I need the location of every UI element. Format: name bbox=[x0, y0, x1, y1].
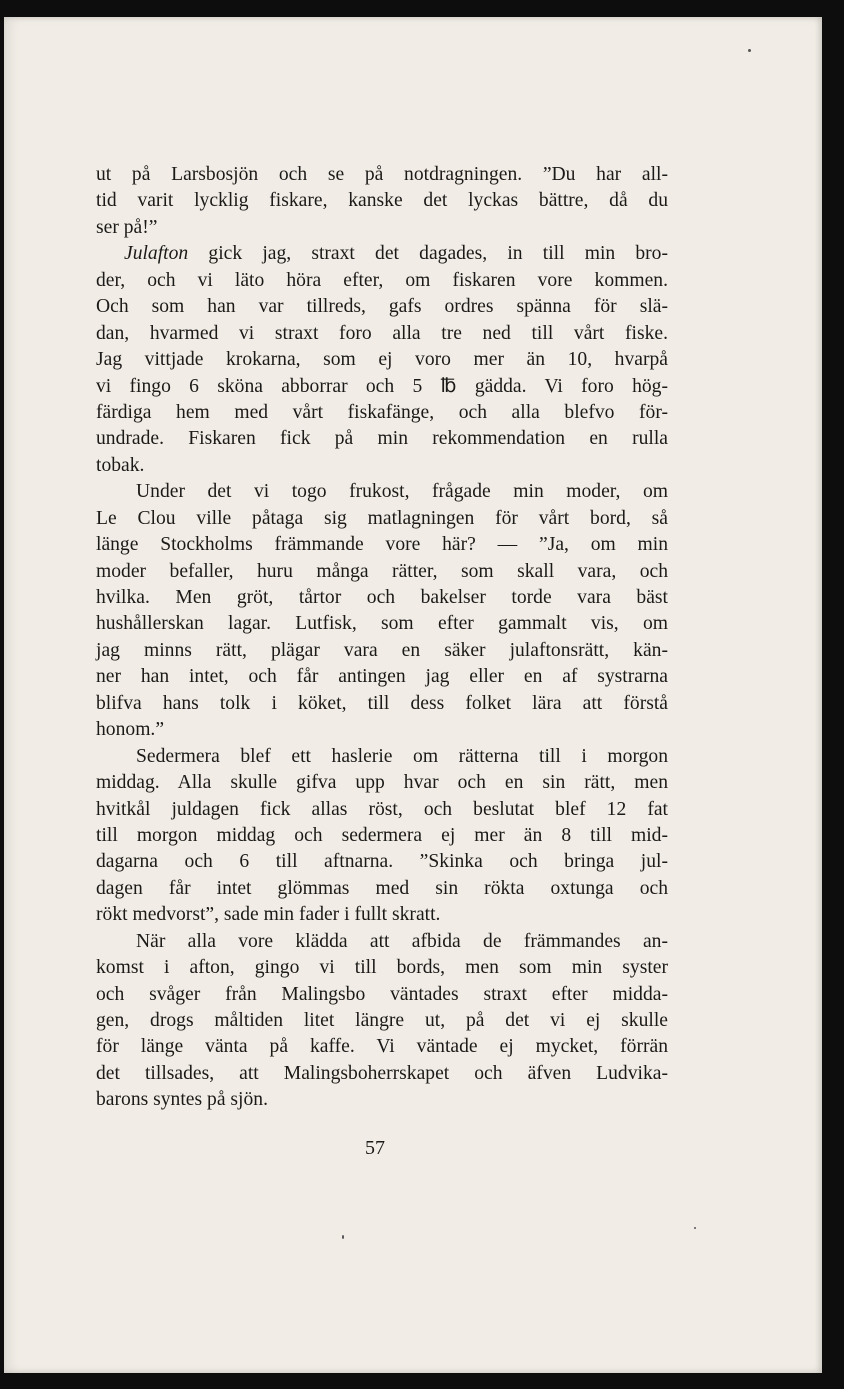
text-line: färdiga hem med vårt fiskafänge, och alla blefvo för- bbox=[96, 401, 668, 423]
text-line: komst i afton, gingo vi till bords, men som min syster bbox=[96, 957, 668, 979]
text-line: ner han intet, och får antingen jag eller en af systrarna bbox=[96, 666, 668, 688]
text-line: hvitkål juldagen fick allas röst, och beslutat blef 12 fat bbox=[96, 798, 668, 820]
text-line: jag minns rätt, plägar vara en säker julaftonsrätt, kän- bbox=[96, 639, 668, 661]
text-line: dagarna och 6 till aftnarna. ”Skinka och bringa jul- bbox=[96, 851, 668, 873]
book-page bbox=[4, 17, 822, 1373]
text-line: Jag vittjade krokarna, som ej voro mer än 10, hvarpå bbox=[96, 349, 668, 371]
text-line: honom.” bbox=[96, 719, 165, 741]
text-line: hvilka. Men gröt, tårtor och bakelser torde vara bäst bbox=[96, 587, 668, 608]
text-line: der, och vi läto höra efter, om fiskaren vore kommen. bbox=[96, 269, 668, 291]
page-number: 57 bbox=[365, 1137, 385, 1159]
text-line: vi fingo 6 sköna abborrar och 5 ℔ gädda. Vi foro hög- bbox=[96, 375, 668, 397]
text-line: och svåger från Malingsbo väntades straxt efter midda- bbox=[96, 983, 668, 1005]
text-line: tobak. bbox=[96, 454, 145, 476]
text-line bbox=[96, 241, 668, 267]
body-text bbox=[96, 162, 668, 1114]
text-line: Sedermera blef ett haslerie om rätterna till i morgon bbox=[136, 745, 668, 767]
text-line: det tillsades, att Malingsboherrskapet och äfven Ludvika- bbox=[96, 1062, 668, 1084]
paper-speck bbox=[748, 49, 751, 52]
text-line: ser på!” bbox=[96, 216, 158, 238]
text-line: hushållerskan lagar. Lutfisk, som efter gammalt vis, om bbox=[96, 613, 668, 635]
text-line: dagen får intet glömmas med sin rökta oxtunga och bbox=[96, 877, 668, 899]
text-line: middag. Alla skulle gifva upp hvar och en sin rätt, men bbox=[96, 772, 668, 794]
text-line: för länge vänta på kaffe. Vi väntade ej mycket, förrän bbox=[96, 1036, 668, 1058]
text-line: gen, drogs måltiden litet längre ut, på det vi ej skulle bbox=[96, 1010, 668, 1031]
paper-speck bbox=[694, 1227, 696, 1229]
text-line: När alla vore klädda att afbida de främmandes an- bbox=[136, 930, 668, 952]
text-line: Under det vi togo frukost, frågade min moder, om bbox=[136, 481, 668, 503]
text-line: undrade. Fiskaren fick på min rekommendation en rulla bbox=[96, 428, 668, 450]
text-line: tid varit lycklig fiskare, kanske det lyckas bättre, då du bbox=[96, 190, 668, 212]
text-line: dan, hvarmed vi straxt foro alla tre ned till vårt fiske. bbox=[96, 322, 668, 344]
paper-speck bbox=[342, 1235, 344, 1239]
text-line: blifva hans tolk i köket, till dess folket lära att förstå bbox=[96, 692, 668, 714]
text-line: moder befaller, huru många rätter, som skall vara, och bbox=[96, 560, 668, 582]
text-line: rökt medvorst”, sade min fader i fullt skratt. bbox=[96, 904, 441, 926]
text-line: ut på Larsbosjön och se på notdragningen. ”Du har all- bbox=[96, 164, 668, 185]
text-line: till morgon middag och sedermera ej mer än 8 till mid- bbox=[96, 824, 668, 846]
text-line-rest: gick jag, straxt det dagades, in till min bro- bbox=[208, 243, 668, 265]
italic-lead: Julafton bbox=[124, 243, 189, 265]
text-line: länge Stockholms främmande vore här? — ”Ja, om min bbox=[96, 534, 668, 556]
text-line: Le Clou ville påtaga sig matlagningen för vårt bord, så bbox=[96, 507, 668, 529]
text-line: Och som han var tillreds, gafs ordres spänna för slä- bbox=[96, 296, 668, 318]
text-line: barons syntes på sjön. bbox=[96, 1089, 268, 1111]
